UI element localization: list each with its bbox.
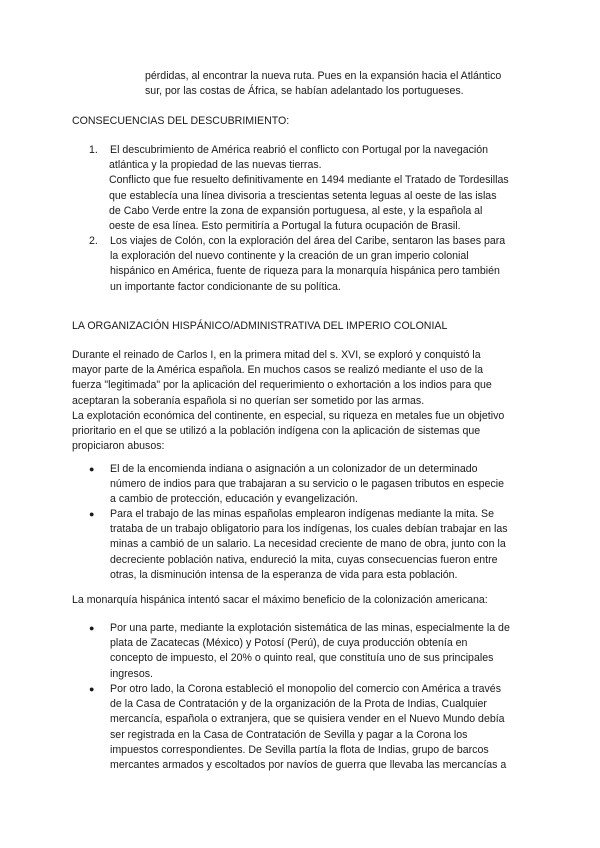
text-line: oeste de esa línea. Esto permitiría a Portugal la futura ocupación de Brasil.: [109, 220, 461, 233]
text-line: que establecía una línea divisoria a trescientas setenta leguas al oeste de las islas: [109, 189, 497, 202]
text-line: un importante factor condicionante de su política.: [110, 280, 341, 293]
text-line: Durante el reinado de Carlos I, en la primera mitad del s. XVI, se exploró y conquistó la: [72, 349, 481, 361]
bullet-text: [110, 462, 525, 508]
text-line: Conflicto que fue resuelto definitivamente en 1494 mediante el Tratado de Tordesillas: [109, 174, 509, 187]
text-line: decreciente población nativa, endureció la mita, cuyas consecuencias fueron entre: [110, 553, 498, 566]
text-line: impuestos correspondientes. De Sevilla partía la flota de Indias, grupo de barcos: [110, 743, 489, 756]
bullet-glyph: ●: [89, 623, 95, 633]
text-line: ser registrada en la Casa de Contratación de Sevilla y pagar a la Corona los: [110, 728, 468, 741]
text-line: fuerza "legitimada" por la aplicación del requerimiento o exhortación a los indios para que: [72, 379, 492, 392]
text-line: atlántica y la propiedad de las nuevas tierras.: [109, 159, 322, 172]
text-line: hispánico en América, fuente de riqueza para la monarquía hispánica pero también: [110, 265, 500, 278]
continuation-text: [145, 69, 545, 99]
item-number: 1.: [89, 144, 98, 156]
text-line: mayor parte de la América española. En muchos casos se realizó mediante el uso de la: [72, 364, 484, 377]
text-line: de Cabo Verde entre la zona de expansión portuguesa, al este, y la española al: [109, 204, 483, 217]
text-line: La explotación económica del continente, en especial, su riqueza en metales fue un objetivo: [72, 409, 505, 422]
paragraph-carlos-i: [72, 348, 532, 454]
text-line: a cambio de protección, educación y evangelización.: [110, 493, 358, 506]
text-line: pérdidas, al encontrar la nueva ruta. Pues en la expansión hacia el Atlántico: [145, 70, 502, 82]
bullet-text: [110, 507, 525, 583]
text-line: ingresos.: [110, 667, 153, 680]
text-line: Los viajes de Colón, con la exploración del área del Caribe, sentaron las bases para: [110, 235, 506, 247]
text-line: El descubrimiento de América reabrió el conflicto con Portugal por la navegación: [110, 144, 489, 156]
text-line: El de la encomienda indiana o asignación a un colonizador de un determinado: [110, 463, 478, 475]
item-text: [110, 234, 530, 295]
bullet-text: [110, 621, 525, 682]
text-line: Por otro lado, la Corona estableció el monopolio del comercio con América a través: [110, 683, 501, 695]
text-line: concepto de impuesto, el 20% o quinto real, que constituía uno de sus principales: [110, 652, 494, 665]
text-line: mercancía, española o extranjera, que se quisiera vender en el Nuevo Mundo debía: [110, 713, 505, 726]
paragraph-monarquia: La monarquía hispánica intentó sacar el máximo beneficio de la colonización americana:: [72, 594, 488, 606]
text-line: mercantes armados y escoltados por navíos de guerra que llevaba las mercancías a: [110, 759, 507, 772]
section-heading-organizacion: LA ORGANIZACIÓN HISPÁNICO/ADMINISTRATIVA DEL IMPERIO COLONIAL: [72, 320, 448, 332]
bullet-glyph: ●: [89, 464, 95, 474]
text-line: prioritario en el que se utilizó a la población indígena con la aplicación de sistemas que: [72, 425, 481, 438]
text-line: minas a cambió de un salario. La necesidad creciente de mano de obra, junto con la: [110, 538, 506, 551]
text-line: de la Casa de Contratación y de la organización de la Prota de Indias, Cualquier: [110, 698, 487, 711]
section-heading-consecuencias: CONSECUENCIAS DEL DESCUBRIMIENTO:: [72, 115, 290, 127]
bullet-text: [110, 682, 525, 773]
text-line: otras, la disminución intensa de la esperanza de vida para esta población.: [110, 568, 458, 581]
text-line: Por una parte, mediante la explotación sistemática de las minas, especialmente la de: [110, 622, 510, 634]
item-number: 2.: [89, 235, 98, 247]
text-line: propiciaron abusos:: [72, 440, 165, 453]
text-line: plata de Zacatecas (México) y Potosí (Perú), de cuya producción obtenía en: [110, 637, 468, 650]
bullet-glyph: ●: [89, 509, 95, 519]
bullet-glyph: ●: [89, 684, 95, 694]
text-line: número de indios para que trabajaran a su servicio o le pagasen tributos en especie: [110, 478, 504, 491]
text-line: trataba de un trabajo obligatorio para los indígenas, los cuales debían trabajar en las: [110, 523, 508, 536]
item-text: [110, 143, 530, 234]
text-line: Para el trabajo de las minas españolas emplearon indígenas mediante la mita. Se: [110, 508, 494, 520]
text-line: sur, por las costas de África, se habían adelantado los portugueses.: [145, 85, 464, 98]
text-line: aceptaran la soberanía española si no querían ser sometido por las armas.: [72, 394, 425, 407]
text-line: la exploración del nuevo continente y la creación de un gran imperio colonial: [110, 250, 469, 263]
